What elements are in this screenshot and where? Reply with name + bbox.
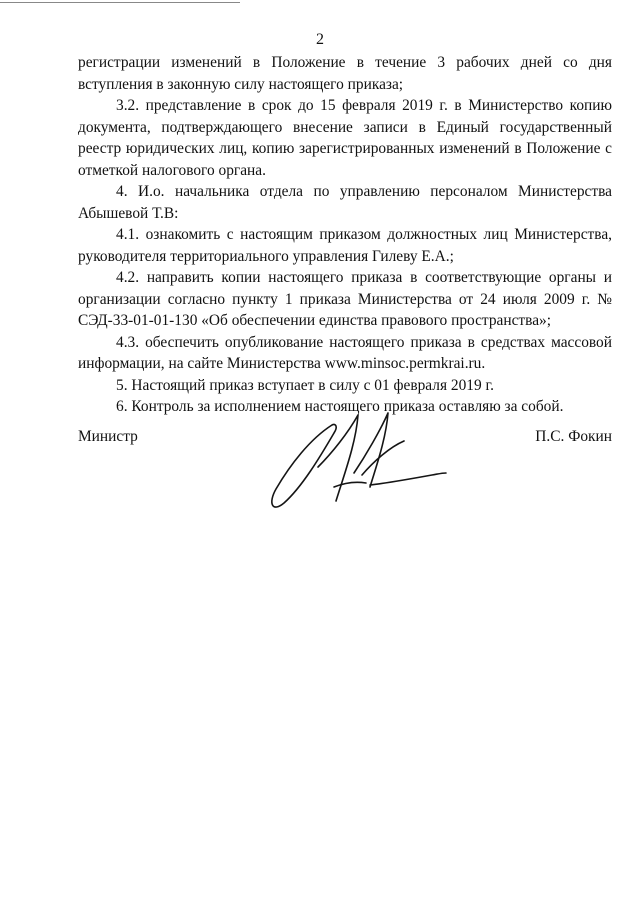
- page-number: 2: [316, 31, 324, 48]
- paragraph-item-4-2: 4.2. направить копии настоящего приказа в соответствующие органы и организации согласно пункту 1 приказа Министерства от 24 июля 2009 г. № СЭД-33-01-01-130 «Об обеспечении единства правового пространства»;: [78, 269, 612, 329]
- paragraph-item-3-2: 3.2. представление в срок до 15 февраля 2019 г. в Министерство копию документа, подтверждающего внесение записи в Единый государственный реестр юридических лиц, копию зарегистрированных изменений в Положение с отметкой налогового органа.: [78, 97, 612, 179]
- paragraph-item-5: 5. Настоящий приказ вступает в силу с 01 февраля 2019 г.: [116, 376, 494, 394]
- paragraph-item-4-1: 4.1. ознакомить с настоящим приказом должностных лиц Министерства, руководителя территориального управления Гилеву Е.А.;: [78, 226, 612, 265]
- paragraph-item-4: 4. И.о. начальника отдела по управлению персоналом Министерства Абышевой Т.В:: [78, 183, 612, 222]
- paragraph-item-6: 6. Контроль за исполнением настоящего приказа оставляю за собой.: [116, 398, 564, 415]
- paragraph-item-4-3: 4.3. обеспечить опубликование настоящего приказа в средствах массовой информации, на сайте Министерства www.minsoc.permkrai.ru.: [78, 333, 612, 372]
- signer-name: П.С. Фокин: [535, 428, 612, 445]
- signer-role: Министр: [78, 428, 138, 445]
- page-edge-line: [0, 2, 240, 3]
- paragraph-continuation: регистрации изменений в Положение в течение 3 рабочих дней со дня вступления в законную силу настоящего приказа;: [78, 54, 612, 93]
- handwritten-signature-icon: [262, 403, 452, 523]
- document-body: [78, 52, 612, 418]
